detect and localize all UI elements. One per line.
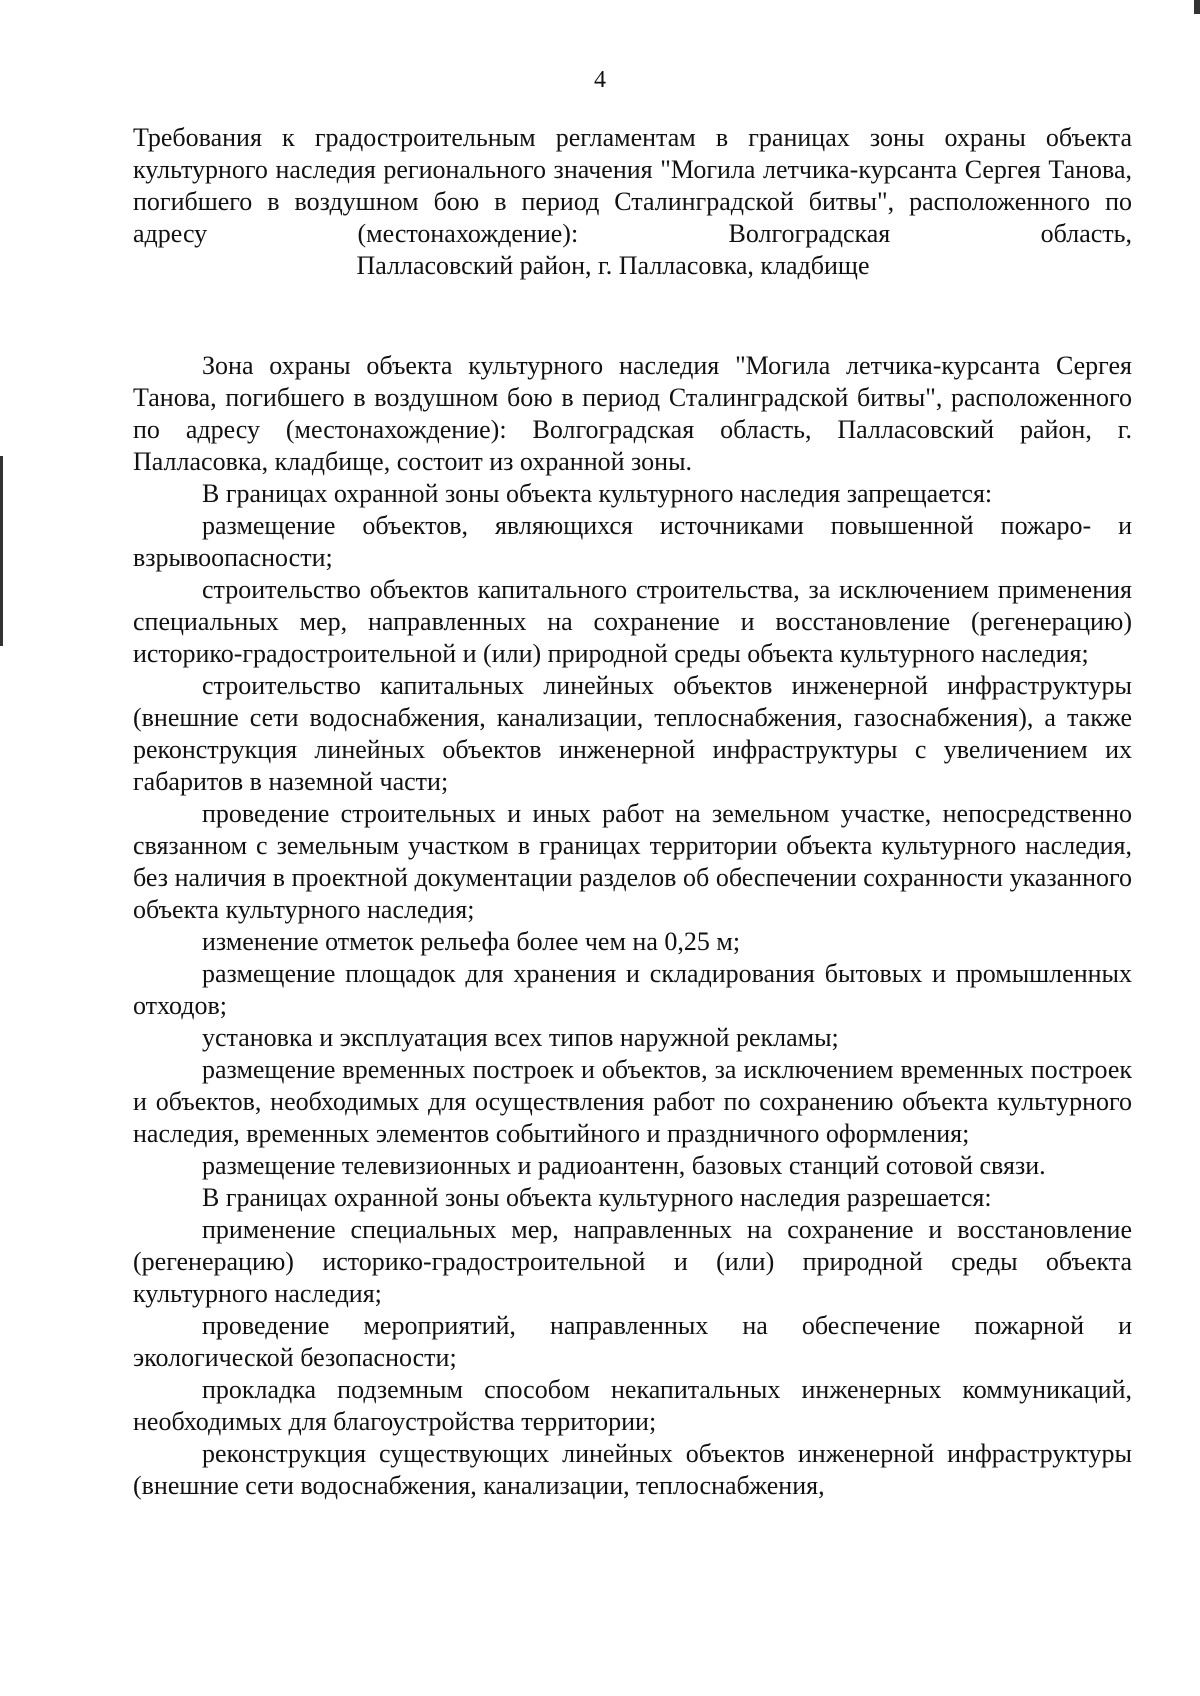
paragraph: В границах охранной зоны объекта культурного наследия запрещается: (202, 479, 993, 508)
scan-artifact-left (0, 456, 3, 646)
paragraph: строительство объектов капитального строительства, за исключением применения специальных мер, направленных на сохранение и восстановление (регенерацию) историко-градостроительной и (или) природной среды объекта культурного наследия; (133, 575, 1132, 668)
paragraph: изменение отметок рельефа более чем на 0,25 м; (202, 927, 741, 956)
document-body (133, 350, 1132, 1502)
document-title: Требования к градостроительным регламентам в границах зоны охраны объекта культурного наследия регионального значения "Могила летчика-курсанта Сергея Танова, погибшего в воздушном бою в период Сталинградской битвы", расположенного по адресу (местонахождение): Волгоградская область, (133, 123, 1132, 248)
paragraph: размещение объектов, являющихся источниками повышенной пожаро- и взрывоопасности; (133, 511, 1132, 572)
paragraph: применение специальных мер, направленных на сохранение и восстановление (регенерацию) историко-градостроительной и (или) природной среды объекта культурного наследия; (133, 1215, 1132, 1308)
paragraph: В границах охранной зоны объекта культурного наследия разрешается: (202, 1183, 992, 1212)
paragraph: прокладка подземным способом некапитальных инженерных коммуникаций, необходимых для благоустройства территории; (133, 1375, 1132, 1436)
paragraph: Зона охраны объекта культурного наследия "Могила летчика-курсанта Сергея Танова, погибшего в воздушном бою в период Сталинградской битвы", расположенного по адресу (местонахождение): Волгоградская область, Палласовский район, г. Палласовка, кладбище, состоит из охранной зоны. (133, 351, 1132, 476)
scan-artifact-top-right (1194, 0, 1200, 14)
paragraph: реконструкция существующих линейных объектов инженерной инфраструктуры (внешние сети водоснабжения, канализации, теплоснабжения, (133, 1439, 1132, 1500)
page-number: 4 (594, 67, 606, 93)
document-title-last-line: Палласовский район, г. Палласовка, кладбище (356, 251, 870, 280)
paragraph: проведение строительных и иных работ на земельном участке, непосредственно связанном с земельным участком в границах территории объекта культурного наследия, без наличия в проектной документации разделов об обеспечении сохранности указанного объекта культурного наследия; (133, 799, 1132, 924)
paragraph: размещение площадок для хранения и складирования бытовых и промышленных отходов; (133, 959, 1132, 1020)
paragraph: строительство капитальных линейных объектов инженерной инфраструктуры (внешние сети водоснабжения, канализации, теплоснабжения, газоснабжения), а также реконструкция линейных объектов инженерной инфраструктуры с увеличением их габаритов в наземной части; (133, 671, 1132, 796)
paragraph: проведение мероприятий, направленных на обеспечение пожарной и экологической безопасности; (133, 1311, 1132, 1372)
paragraph: установка и эксплуатация всех типов наружной рекламы; (202, 1023, 839, 1052)
paragraph: размещение временных построек и объектов, за исключением временных построек и объектов, необходимых для осуществления работ по сохранению объекта культурного наследия, временных элементов событийного и праздничного оформления; (133, 1055, 1132, 1148)
paragraph: размещение телевизионных и радиоантенн, базовых станций сотовой связи. (202, 1151, 1046, 1180)
